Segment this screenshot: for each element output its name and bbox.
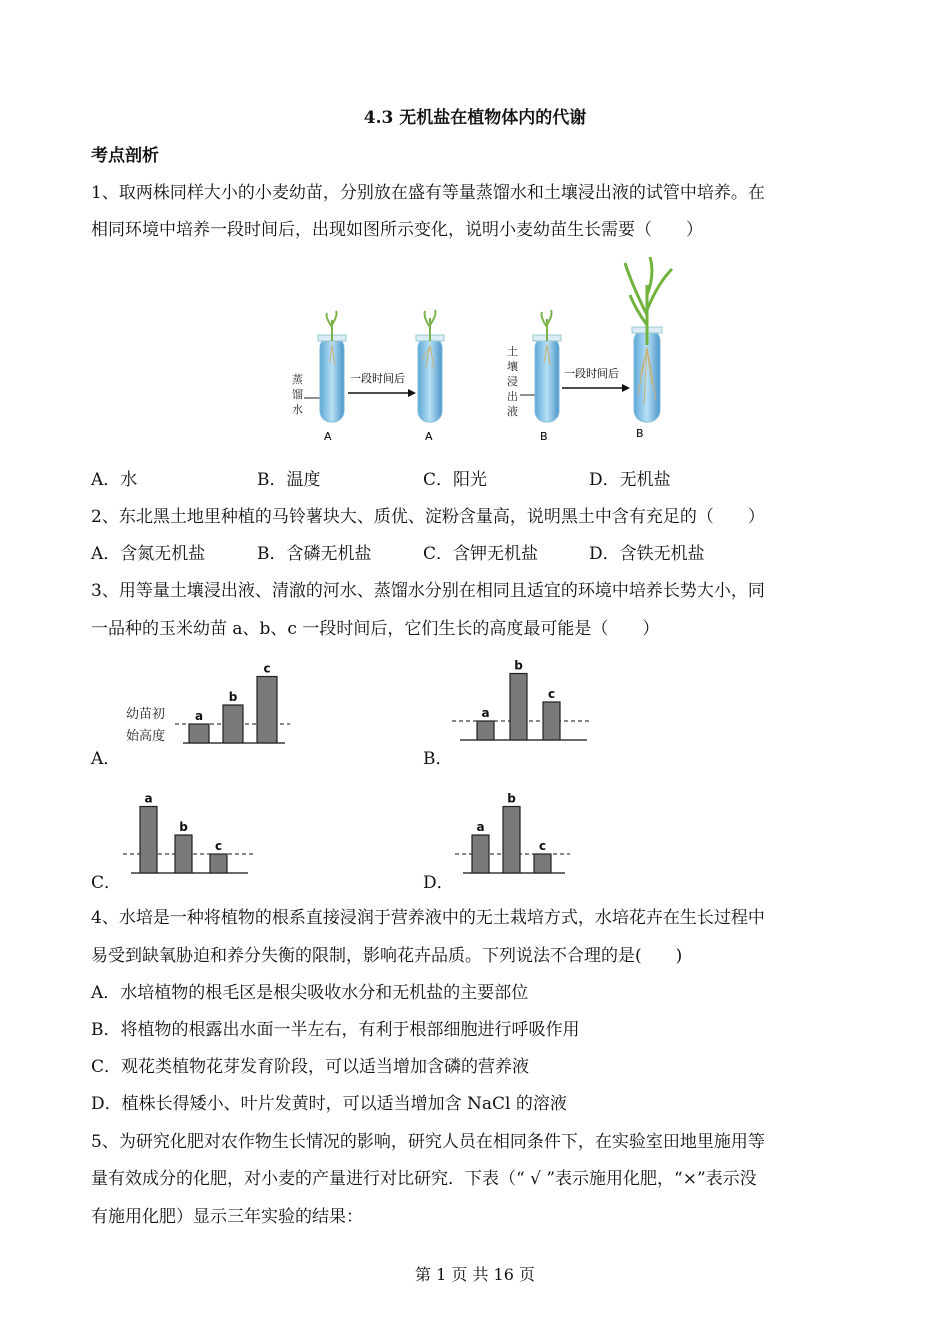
bar-c <box>210 854 227 873</box>
q4-stem-line1: 4、水培是一种将植物的根系直接浸润于营养液中的无土栽培方式，水培花卉在生长过程中 <box>91 908 765 928</box>
bar-c <box>534 854 551 873</box>
q2-option-d: D．含铁无机盐 <box>589 544 705 564</box>
q3-option-a-label: A． <box>91 749 121 769</box>
label-water-ch1: 蒸 <box>292 373 303 386</box>
q3-chart-a <box>175 655 295 750</box>
bar-label-b: b <box>228 690 238 704</box>
q5-stem-line1: 5、为研究化肥对农作物生长情况的影响，研究人员在相同条件下，在实验室田地里施用等 <box>91 1132 765 1152</box>
q2-option-c: C．含钾无机盐 <box>423 544 539 564</box>
arrow-label-2: 一段时间后 <box>564 367 619 380</box>
q1-test-tube-figure <box>280 255 700 450</box>
label-soil-ch2: 壤 <box>507 360 518 373</box>
page-title: 4.3 无机盐在植物体内的代谢 <box>363 108 587 128</box>
q2-stem: 2、东北黑土地里种植的马铃薯块大、质优、淀粉含量高，说明黑土中含有充足的（ ） <box>91 507 765 527</box>
label-water-ch3: 水 <box>292 403 303 416</box>
q4-option-b: B．将植物的根露出水面一半左右，有利于根部细胞进行呼吸作用 <box>91 1020 580 1040</box>
tube-a-label-2: A <box>425 430 433 443</box>
q1-option-d: D．无机盐 <box>589 470 671 490</box>
bar-a <box>189 724 209 743</box>
label-soil-ch4: 出 <box>507 390 518 403</box>
q3-chart-d <box>452 785 577 880</box>
q3-stem-line2: 一品种的玉米幼苗 a、b、c 一段时间后，它们生长的高度最可能是（ ） <box>91 619 660 639</box>
q3-option-b-label: B． <box>423 749 453 769</box>
bar-a <box>140 807 157 874</box>
bar-c <box>257 677 277 744</box>
initial-height-line1: 幼苗初 <box>126 707 166 722</box>
page-footer: 第 1 页 共 16 页 <box>415 1265 535 1284</box>
q3-option-c-label: C． <box>91 873 122 893</box>
q4-option-a: A．水培植物的根毛区是根尖吸收水分和无机盐的主要部位 <box>91 983 529 1003</box>
bar-a <box>477 721 494 740</box>
bar-b <box>175 835 192 873</box>
q5-stem-line3: 有施用化肥）显示三年实验的结果： <box>91 1207 363 1227</box>
section-heading: 考点剖析 <box>91 146 159 166</box>
bar-label-c: c <box>263 661 271 676</box>
bar-b <box>510 674 527 741</box>
q3-chart-c <box>118 785 258 880</box>
q1-stem-line2: 相同环境中培养一段时间后，出现如图所示变化，说明小麦幼苗生长需要（ ） <box>91 220 703 240</box>
q4-option-d: D．植株长得矮小、叶片发黄时，可以适当增加含 NaCl 的溶液 <box>91 1094 567 1114</box>
arrow-label-1: 一段时间后 <box>350 372 405 385</box>
bar-label-b: b <box>179 820 188 834</box>
label-soil-ch5: 液 <box>507 405 518 418</box>
bar-a <box>472 835 489 873</box>
q3-chart-b <box>452 652 597 747</box>
q5-stem-line2: 量有效成分的化肥，对小麦的产量进行对比研究．下表（“ √ ”表示施用化肥，“×”表示没 <box>91 1169 757 1189</box>
initial-height-label <box>120 700 180 745</box>
bar-label-a: a <box>481 706 490 720</box>
tube-a-label-1: A <box>324 430 332 443</box>
tube-b-label-2: B <box>636 427 644 440</box>
q2-option-b: B．含磷无机盐 <box>257 544 372 564</box>
q1-option-c: C．阳光 <box>423 470 488 490</box>
label-soil-extract <box>507 344 518 418</box>
label-soil-ch3: 浸 <box>507 375 518 388</box>
q2-option-a: A．含氮无机盐 <box>91 544 206 564</box>
bar-label-c: c <box>547 687 556 701</box>
label-distilled-water <box>292 372 303 416</box>
bar-label-a: a <box>194 709 204 723</box>
tube-a-after <box>416 310 444 422</box>
bar-b <box>503 807 520 874</box>
tube-b-label-1: B <box>540 430 548 443</box>
tube-a-before <box>318 311 346 422</box>
bar-label-c: c <box>538 839 547 853</box>
q3-stem-line1: 3、用等量土壤浸出液、清澈的河水、蒸馏水分别在相同且适宜的环境中培养长势大小，同 <box>91 581 765 601</box>
q1-option-a: A．水 <box>91 470 138 490</box>
label-soil-ch1: 土 <box>507 345 518 358</box>
bar-label-a: a <box>144 791 153 806</box>
q1-option-b: B．温度 <box>257 470 321 490</box>
bar-label-b: b <box>507 791 516 806</box>
label-water-ch2: 馏 <box>292 388 303 401</box>
bar-label-a: a <box>476 820 485 834</box>
bar-b <box>223 705 243 743</box>
initial-height-line2: 始高度 <box>126 729 166 744</box>
tube-b-before <box>533 310 561 422</box>
q4-option-c: C．观花类植物花芽发育阶段，可以适当增加含磷的营养液 <box>91 1057 530 1077</box>
q4-stem-line2: 易受到缺氧胁迫和养分失衡的限制，影响花卉品质。下列说法不合理的是( ) <box>91 946 683 966</box>
q3-option-d-label: D． <box>423 873 454 893</box>
bar-c <box>543 702 560 740</box>
bar-label-c: c <box>214 839 223 853</box>
q1-stem-line1: 1、取两株同样大小的小麦幼苗，分别放在盛有等量蒸馏水和土壤浸出液的试管中培养。在 <box>91 183 765 203</box>
tube-b-after <box>625 257 672 422</box>
bar-label-b: b <box>514 658 523 673</box>
